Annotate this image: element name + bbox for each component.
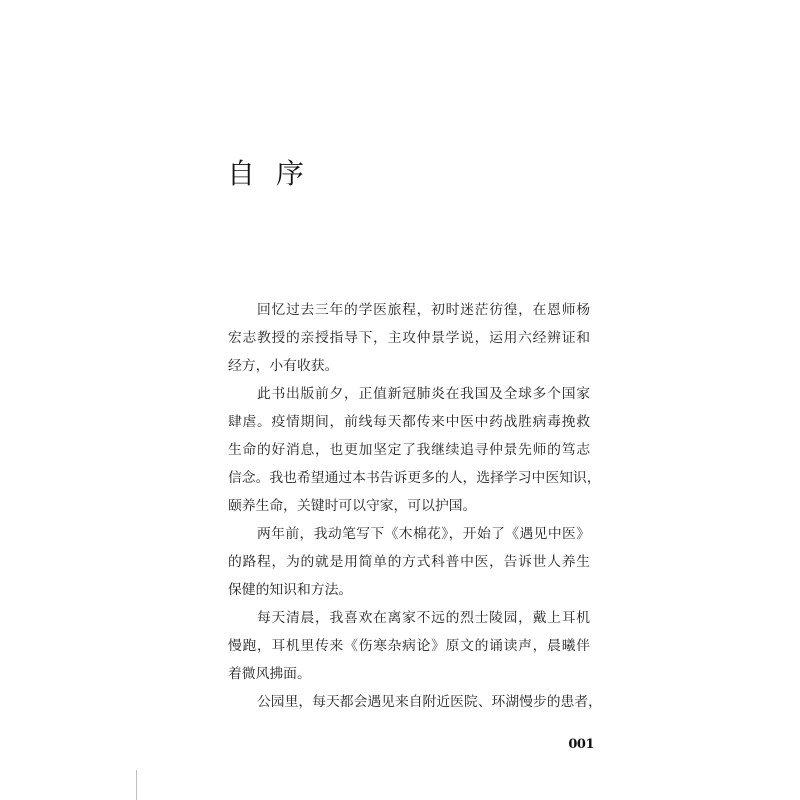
paragraph-1-line-3: 经方，小有收获。 (228, 358, 339, 374)
paragraph-5-line-1: 公园里，每天都会遇见来自附近医院、环湖慢步的患者， (257, 694, 602, 710)
paragraph-4-line-1: 每天清晨，我喜欢在离家不远的烈士陵园，戴上耳机 (257, 610, 590, 626)
paragraph-2-line-1: 此书出版前夕，正值新冠肺炎在我国及全球多个国家 (257, 386, 590, 402)
paragraph-3-line-1: 两年前，我动笔写下《木棉花》，开始了《遇见中医》 (257, 526, 590, 542)
paragraph-2-line-2: 肆虐。疫情期间，前线每天都传来中医中药战胜病毒挽救 (228, 414, 590, 430)
paragraph-1-line-2: 宏志教授的亲授指导下，主攻仲景学说，运用六经辨证和 (228, 330, 590, 346)
crop-mark (136, 770, 137, 800)
page-number: 001 (568, 737, 594, 752)
paragraph-2-line-4: 信念。我也希望通过本书告诉更多的人，选择学习中医知识， (228, 470, 601, 486)
paragraph-3-line-3: 保健的知识和方法。 (228, 582, 353, 598)
paragraph-2-line-5: 颐养生命，关键时可以守家，可以护国。 (228, 498, 477, 514)
paragraph-2-line-3: 生命的好消息，也更加坚定了我继续追寻仲景先师的笃志 (228, 442, 590, 458)
paragraph-3-line-2: 的路程，为的就是用简单的方式科普中医，告诉世人养生 (228, 554, 590, 570)
paragraph-4-line-3: 着微风拂面。 (228, 666, 311, 682)
paragraph-1-line-1: 回忆过去三年的学医旅程，初时迷茫彷徨，在恩师杨 (257, 302, 590, 318)
paragraph-4-line-2: 慢跑，耳机里传来《伤寒杂病论》原文的诵读声，晨曦伴 (228, 638, 590, 654)
chapter-title: 自 序 (227, 157, 310, 190)
